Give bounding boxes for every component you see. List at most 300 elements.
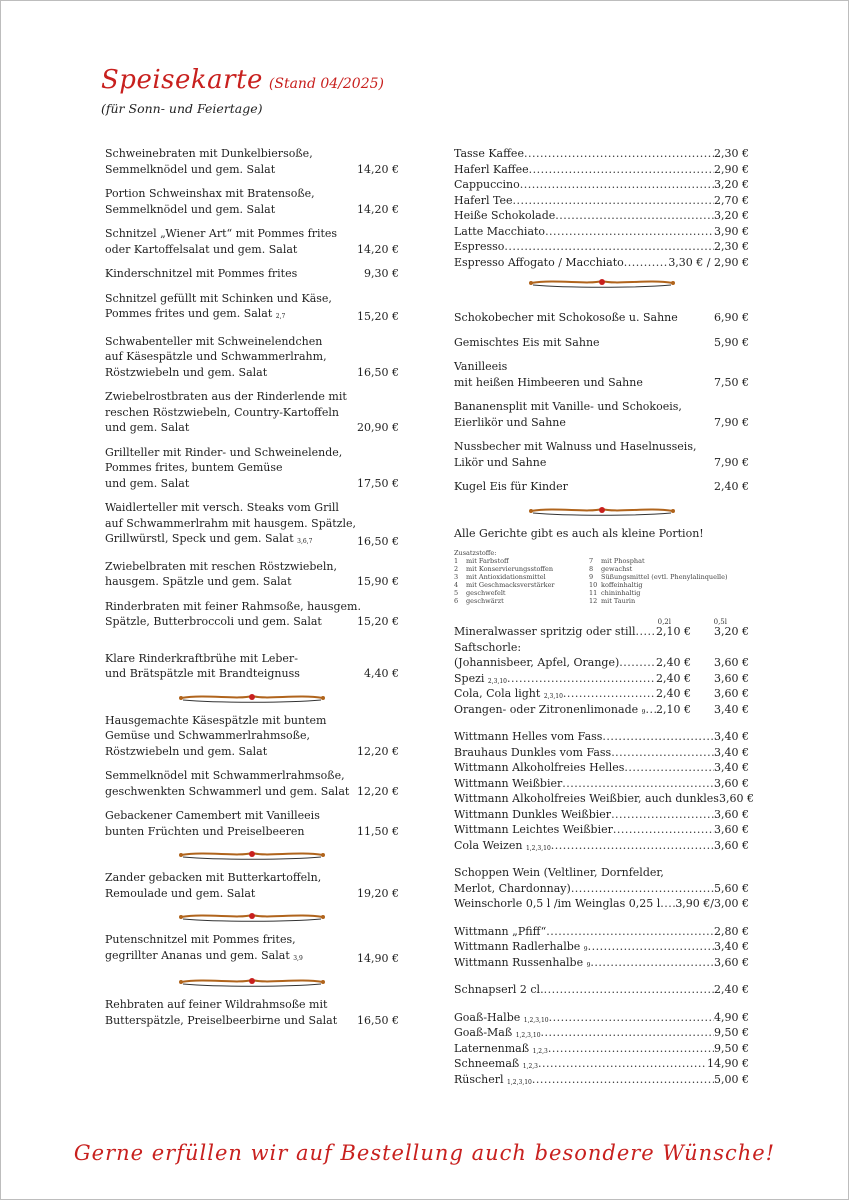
menu-item: [105, 932, 399, 966]
item-line: reschen Röstzwiebeln, Country-Kartoffeln: [105, 405, 339, 419]
additives-list: [454, 557, 749, 605]
drink-name-text: Spezi: [454, 671, 485, 685]
additive-number: 11: [589, 589, 598, 597]
additive-number: 8: [589, 565, 594, 573]
additive-number: 12: [589, 597, 598, 605]
item-line: Spätzle, Butterbroccoli und gem. Salat: [105, 615, 322, 628]
menu-title: [101, 65, 384, 95]
menu-item: [105, 334, 399, 381]
item-line: Bananensplit mit Vanille- und Schokoeis,: [454, 400, 682, 413]
allergen-codes: 1,2,3,10: [507, 1078, 532, 1086]
item-line: Waidlerteller mit versch. Steaks vom Grill: [105, 501, 339, 514]
drink-row: [454, 729, 749, 745]
price-large: 3,60 €: [714, 671, 749, 685]
menu-item: [105, 186, 399, 217]
drink-name-text: Wittmann Dunkles Weißbier: [454, 807, 612, 821]
menu-subtitle: (für Sonn- und Feiertage): [101, 101, 263, 116]
dot-leader: [529, 162, 714, 178]
additive-number: 9: [589, 573, 594, 581]
drink-name: [454, 146, 524, 162]
drink-name-text: Cola Weizen: [454, 838, 523, 852]
item-line: Schweinebraten mit Dunkelbiersoße,: [105, 147, 313, 160]
drink-name: [454, 177, 520, 193]
additive-text: mit Taurin: [601, 597, 636, 605]
drink-name: [454, 745, 611, 761]
drink-name: [454, 924, 546, 940]
dot-leader: [538, 1056, 707, 1072]
drink-name: [454, 807, 611, 823]
dot-leader: [546, 924, 714, 940]
scroll-ornament-icon: [527, 276, 677, 290]
item-price: 17,50 €: [357, 476, 399, 490]
item-line: Pommes frites, buntem Gemüse: [105, 461, 283, 474]
drink-price: 4,90 €: [714, 1010, 749, 1024]
additives-title: Zusatzstoffe:: [454, 549, 497, 557]
drink-row: [454, 177, 749, 193]
stand-date: (Stand 04/2025): [268, 76, 384, 92]
drink-name: [454, 162, 529, 178]
drink-price: 3,40 €: [714, 730, 749, 743]
menu-item: [105, 291, 399, 325]
size-large: 0,5l: [713, 618, 727, 626]
item-line: auf Käsespätzle und Schwammerlrahm,: [105, 350, 327, 363]
drink-price: 3,20 €: [714, 209, 749, 222]
item-line: [105, 306, 337, 325]
dot-leader: [541, 1025, 714, 1041]
item-line: Vanilleeis: [454, 360, 508, 373]
drink-name: [454, 982, 544, 998]
drink-name-text: Wittmann Radlerhalbe: [454, 940, 581, 953]
drink-name-text: Merlot, Chardonnay): [454, 881, 571, 895]
drink-price: 3,60 €: [714, 776, 749, 790]
scroll-ornament-icon: [527, 504, 677, 518]
item-price: 15,90 €: [357, 575, 399, 588]
drink-price: 2,80 €: [714, 924, 749, 938]
drink-name-text: Goaß-Halbe: [454, 1010, 521, 1024]
item-line: und gem. Salat: [105, 476, 190, 490]
drink-name-text: Weinschorle 0,5 l /im Weinglas 0,25 l: [454, 897, 661, 910]
drink-name: [454, 655, 619, 671]
dot-leader: [555, 208, 714, 224]
drink-row: [454, 955, 749, 971]
drink-name: [454, 239, 504, 255]
drink-row: [454, 1072, 749, 1088]
dot-leader: [590, 955, 714, 971]
dot-leader: [507, 671, 656, 687]
item-line: oder Kartoffelsalat und gem. Salat: [105, 242, 298, 256]
drink-price: 2,40 €: [714, 983, 749, 996]
menu-item: [105, 500, 399, 550]
footer-note: Gerne erfüllen wir auf Bestellung auch besondere Wünsche!: [73, 1141, 776, 1165]
mass-section: [454, 1010, 749, 1088]
item-line: Semmelknödel und gem. Salat: [105, 202, 276, 216]
menu-item: [105, 599, 399, 630]
drink-name: [454, 208, 555, 224]
price-large: 3,40 €: [714, 702, 749, 716]
drink-name-text: Wittmann Helles vom Fass: [454, 730, 603, 743]
additive-text: geschwefelt: [466, 589, 506, 597]
drink-name-text: Orangen- oder Zitronenlimonade: [454, 702, 639, 716]
menu-item: [105, 651, 399, 682]
item-line: Röstzwiebeln und gem. Salat: [105, 744, 268, 758]
drink-name: [454, 776, 562, 792]
menu-item: [105, 226, 399, 257]
drink-row: [454, 239, 749, 255]
item-line: Schokobecher mit Schokosoße u. Sahne: [454, 311, 678, 324]
item-line: Zwiebelrostbraten aus der Rinderlende mit: [105, 390, 347, 403]
item-price: 16,50 €: [357, 365, 399, 379]
drink-name: [454, 791, 719, 807]
drink-name-text: Schneemaß: [454, 1057, 520, 1070]
item-text: Pommes frites und gem. Salat: [105, 307, 273, 320]
allergen-codes: 1,2,3: [522, 1063, 539, 1070]
dot-leader: [611, 807, 714, 823]
item-line: Gemüse und Schwammerlrahmsoße,: [105, 729, 311, 742]
item-line: Zander gebacken mit Butterkartoffeln,: [105, 871, 322, 884]
drink-name: [454, 624, 636, 640]
item-line: Nussbecher mit Walnuss und Haselnusseis,: [454, 440, 697, 453]
drink-row: [454, 686, 749, 702]
drink-label: Schoppen Wein (Veltliner, Dornfelder,: [454, 866, 664, 879]
drink-row: [454, 924, 749, 940]
drink-name-text: Goaß-Maß: [454, 1026, 513, 1039]
dot-leader: [548, 1041, 714, 1057]
additive-text: koffeinhaltig: [601, 581, 643, 589]
drink-name: [454, 729, 602, 745]
drink-price: 3,60 €: [714, 838, 749, 852]
item-price: 15,20 €: [357, 310, 399, 323]
dot-leader: [611, 745, 714, 761]
drink-price: 9,50 €: [714, 1041, 749, 1055]
drink-name-text: Latte Macchiato: [454, 224, 546, 238]
size-small: 0,2l: [657, 618, 671, 626]
drink-row: [454, 193, 749, 209]
item-line: Gebackener Camembert mit Vanilleeis: [105, 809, 320, 822]
drink-name: [454, 822, 613, 838]
drink-row: [454, 791, 754, 807]
soup-section: [105, 651, 399, 682]
drink-name-text: Haferl Tee: [454, 193, 513, 207]
item-line: Schwabenteller mit Schweinelendchen: [105, 334, 323, 348]
item-line: Gemischtes Eis mit Sahne: [454, 335, 600, 349]
dot-leader: [588, 939, 714, 955]
item-price: 19,20 €: [357, 886, 399, 900]
drink-name: [454, 193, 513, 209]
mixed-beers-section: [454, 924, 749, 971]
additive-text: geschwärzt: [466, 597, 504, 605]
item-line: Zwiebelbraten mit reschen Röstzwiebeln,: [105, 559, 337, 573]
dot-leader: [660, 896, 675, 912]
dot-leader: [504, 239, 714, 255]
drink-row: [454, 881, 749, 897]
item-price: 16,50 €: [357, 1013, 399, 1027]
allergen-codes: 1,2,3: [532, 1047, 548, 1055]
item-price: 11,50 €: [357, 824, 399, 838]
drink-row: [454, 1041, 749, 1057]
additive-text: mit Antioxidationsmittel: [466, 573, 546, 581]
drink-price: 2,30 €: [714, 240, 749, 253]
dot-leader: [645, 702, 656, 718]
item-line: Rehbraten auf feiner Wildrahmsoße mit: [105, 998, 328, 1011]
desserts-section: [454, 310, 749, 495]
scroll-ornament-icon: [177, 975, 327, 989]
item-price: 5,90 €: [714, 335, 749, 349]
item-text: Grillwürstl, Speck und gem. Salat: [105, 532, 294, 545]
venison-section: [105, 997, 399, 1028]
dot-leader: [551, 838, 714, 854]
menu-item: [105, 389, 399, 436]
item-price: 7,90 €: [714, 455, 749, 469]
allergen-codes: 3,9: [293, 954, 303, 962]
item-line: hausgem. Spätzle und gem. Salat: [105, 575, 292, 588]
menu-item: [105, 870, 399, 901]
item-line: bunten Früchten und Preiselbeeren: [105, 824, 305, 838]
drink-row: [454, 896, 749, 912]
drink-price: 2,90 €: [714, 162, 749, 176]
drink-price: 3,20 €: [714, 178, 749, 191]
drink-name-text: Wittmann Weißbier: [454, 776, 563, 790]
drink-name: [454, 224, 545, 240]
drink-name-text: Heiße Schokolade: [454, 209, 556, 222]
drink-name-text: Schnapserl 2 cl.: [454, 983, 544, 996]
item-line: [105, 531, 337, 550]
drink-row: [454, 1056, 749, 1072]
additive-text: chininhaltig: [601, 589, 641, 597]
item-line: Remoulade und gem. Salat: [105, 886, 256, 900]
drink-name: [454, 255, 624, 271]
beers-section: [454, 729, 754, 853]
item-line: Eierlikör und Sahne: [454, 415, 566, 429]
drink-row: [454, 162, 749, 178]
allergen-codes: 2,3,10: [487, 677, 507, 685]
drink-name-text: Tasse Kaffee: [454, 147, 524, 160]
drink-row: [454, 146, 749, 162]
menu-item: [454, 310, 749, 326]
drink-price: 3,40 €: [714, 940, 749, 953]
dot-leader: [624, 760, 714, 776]
additive-text: mit Phosphat: [601, 557, 645, 565]
menu-item: [454, 335, 749, 351]
drink-row: [454, 208, 749, 224]
additive-text: mit Geschmacksverstärker: [466, 581, 555, 589]
menu-item: [454, 439, 749, 470]
drink-name-text: Wittmann Russenhalbe: [454, 955, 584, 969]
additive-number: 7: [589, 557, 594, 565]
drink-price: 2,70 €: [714, 193, 749, 207]
scroll-ornament-icon: [177, 848, 327, 862]
scroll-ornament-icon: [177, 691, 327, 705]
item-text: gegrillter Ananas und gem. Salat: [105, 948, 290, 962]
item-price: 14,20 €: [357, 162, 399, 176]
drink-name-text: Wittmann Alkoholfreies Helles: [454, 761, 625, 774]
additive-text: mit Konservierungsstoffen: [466, 565, 554, 573]
item-price: 9,30 €: [364, 267, 399, 280]
item-price: 7,50 €: [714, 375, 749, 389]
allergen-codes: 9: [641, 708, 646, 716]
item-price: 6,90 €: [714, 311, 749, 324]
menu-item: [454, 359, 749, 390]
dot-leader: [545, 224, 714, 240]
item-line: Klare Rinderkraftbrühe mit Leber-: [105, 651, 298, 665]
menu-item: [454, 479, 749, 495]
drink-price: 3,60 €: [714, 807, 749, 821]
drink-row: [454, 624, 749, 640]
item-line: Kinderschnitzel mit Pommes frites: [105, 267, 298, 280]
additive-number: 5: [454, 589, 459, 597]
price-large: 3,20 €: [714, 625, 749, 638]
item-price: 7,90 €: [714, 415, 749, 429]
price-large: 3,60 €: [714, 656, 749, 669]
drink-row: [454, 745, 749, 761]
item-price: 2,40 €: [714, 480, 749, 493]
item-line: Hausgemachte Käsespätzle mit buntem: [105, 713, 327, 727]
additive-number: 4: [454, 581, 459, 589]
additive-number: 2: [454, 565, 459, 573]
drink-name: [454, 838, 551, 857]
hot-drinks: [454, 146, 749, 270]
drink-row: [454, 1010, 749, 1026]
item-line: Semmelknödel mit Schwammerlrahmsoße,: [105, 769, 345, 782]
dot-leader: [544, 982, 714, 998]
drink-row: [454, 671, 749, 687]
main-dishes: [105, 146, 399, 630]
drink-name-text: Brauhaus Dunkles vom Fass: [454, 745, 612, 759]
dot-leader: [571, 881, 714, 897]
price-small: 2,10 €: [656, 702, 691, 716]
additive-text: mit Farbstoff: [466, 557, 509, 565]
dot-leader: [613, 822, 714, 838]
drink-row: [454, 760, 749, 776]
item-line: Röstzwiebeln und gem. Salat: [105, 365, 268, 379]
drink-row: [454, 1025, 749, 1041]
price-small: 2,10 €: [656, 625, 691, 638]
wine-section: [454, 865, 749, 912]
menu-item: [105, 266, 399, 282]
allergen-codes: 2,3,10: [543, 693, 563, 700]
drink-name-text: Wittmann Alkoholfreies Weißbier, auch dunkles: [454, 792, 719, 805]
allergen-codes: 1,2,3,10: [525, 844, 551, 852]
drink-name-text: Cola, Cola light: [454, 687, 541, 700]
drink-price: 2,30 €: [714, 147, 749, 160]
menu-item: [105, 713, 399, 760]
price-large: 3,60 €: [714, 687, 749, 700]
item-line: geschwenkten Schwammerl und gem. Salat: [105, 784, 350, 798]
drinks-column: [454, 146, 754, 1099]
dot-leader: [520, 177, 714, 193]
drink-price: 9,50 €: [714, 1026, 749, 1039]
drink-row: [454, 224, 749, 240]
menu-item: [105, 808, 399, 839]
dot-leader: [563, 686, 656, 702]
dot-leader: [624, 255, 669, 271]
menu-item: [105, 768, 399, 799]
drink-row: [454, 939, 749, 955]
allergen-codes: 9: [583, 946, 588, 953]
price-small: 2,40 €: [656, 656, 691, 669]
drink-price: 3,40 €: [714, 761, 749, 774]
dot-leader: [562, 776, 714, 792]
additive-number: 3: [454, 573, 459, 581]
allergen-codes: 1,2,3,10: [515, 1032, 541, 1039]
item-line: Schnitzel gefüllt mit Schinken und Käse,: [105, 291, 332, 305]
item-price: 14,20 €: [357, 202, 399, 216]
drink-price: 5,00 €: [714, 1072, 749, 1086]
size-header: [454, 615, 749, 624]
drink-row: [454, 255, 749, 271]
small-portion-note: Alle Gerichte gibt es auch als kleine Portion!: [454, 526, 704, 540]
dot-leader: [513, 193, 714, 209]
item-price: 4,40 €: [364, 667, 399, 680]
menu-item: [105, 445, 399, 492]
menu-item: [454, 399, 749, 430]
drink-price: 3,60 €: [718, 792, 754, 805]
item-price: 14,20 €: [357, 242, 399, 256]
additive-text: gewachst: [601, 565, 633, 573]
item-line: auf Schwammerlrahm mit hausgem. Spätzle,: [105, 516, 357, 530]
dot-leader: [602, 729, 714, 745]
drink-row: [454, 807, 749, 823]
dot-leader: [619, 655, 656, 671]
dot-leader: [636, 624, 656, 640]
drink-price: 3,60 €: [714, 823, 749, 836]
scroll-ornament-icon: [177, 910, 327, 924]
schnaps-section: [454, 982, 749, 998]
item-line: Kugel Eis für Kinder: [454, 480, 568, 493]
drink-name-text: Rüscherl: [454, 1072, 504, 1086]
drink-name-text: Haferl Kaffee: [454, 162, 529, 176]
item-price: 20,90 €: [357, 421, 399, 434]
drink-name-text: Laternenmaß: [454, 1041, 530, 1055]
drink-name-text: Cappuccino: [454, 178, 520, 191]
item-line: Portion Schweinshax mit Bratensoße,: [105, 187, 315, 200]
drink-price: 3,60 €: [714, 955, 749, 969]
drink-price: 3,90 €: [714, 224, 749, 238]
item-price: 12,20 €: [357, 784, 399, 798]
menu-item: [105, 146, 399, 177]
drink-row: [454, 776, 749, 792]
allergen-codes: 2,7: [275, 313, 286, 320]
drink-name-text: Espresso Affogato / Macchiato: [454, 255, 624, 269]
drink-name-text: Wittmann Leichtes Weißbier: [454, 823, 613, 836]
drink-price: 3,30 € / 2,90 €: [668, 255, 749, 269]
drink-price: 3,90 €/3,00 €: [675, 897, 749, 910]
additive-number: 6: [454, 597, 459, 605]
drink-row: [454, 838, 749, 854]
item-line: Schnitzel „Wiener Art“ mit Pommes frites: [105, 227, 338, 240]
drink-label: Saftschorle:: [454, 640, 522, 654]
allergen-codes: 9: [586, 961, 591, 969]
drink-name-text: Espresso: [454, 240, 505, 253]
drink-price: 3,40 €: [714, 745, 749, 759]
additive-number: 10: [589, 581, 598, 589]
additive-number: 1: [454, 557, 459, 565]
item-price: 14,90 €: [357, 951, 399, 965]
drink-name: [454, 881, 571, 897]
dot-leader: [549, 1010, 714, 1026]
menu-item: [105, 559, 399, 590]
drink-name-text: Wittmann „Pfiff“: [454, 924, 547, 938]
item-line: Rinderbraten mit feiner Rahmsoße, hausgem.: [105, 599, 361, 613]
item-price: 16,50 €: [357, 535, 399, 548]
allergen-codes: 1,2,3,10: [523, 1016, 549, 1024]
drink-name: [454, 760, 624, 776]
item-line: Likör und Sahne: [454, 455, 547, 469]
item-line: Putenschnitzel mit Pommes frites,: [105, 933, 296, 946]
drink-price: 14,90 €: [707, 1057, 749, 1070]
item-line: Grillteller mit Rinder- und Schweinelende,: [105, 445, 343, 459]
item-line: mit heißen Himbeeren und Sahne: [454, 375, 643, 389]
drink-name: [454, 955, 590, 974]
